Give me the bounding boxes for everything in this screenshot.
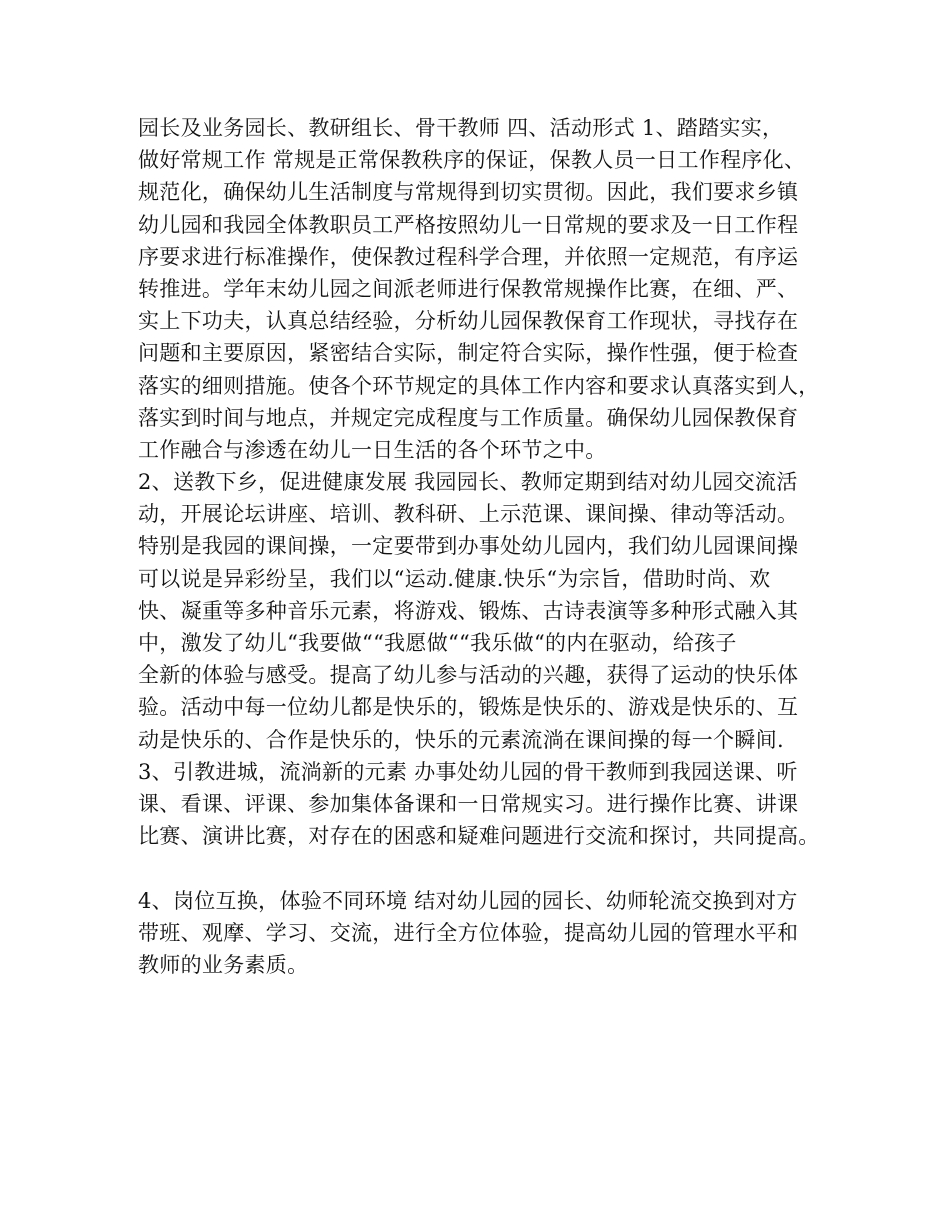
paragraph-gap	[138, 852, 838, 884]
text-line: 课、看课、评课、参加集体备课和一日常规实习。进行操作比赛、讲课	[138, 791, 799, 816]
text-line: 工作融合与渗透在幼儿一日生活的各个环节之中。	[138, 437, 607, 462]
text-line: 2、送教下乡，促进健康发展 我园园长、教师定期到结对幼儿园交流活	[138, 470, 798, 495]
text-line: 实上下功夫，认真总结经验，分析幼儿园保教保育工作现状，寻找存在	[138, 309, 799, 334]
text-line: 3、引教进城，流淌新的元素 办事处幼儿园的骨干教师到我园送课、听	[138, 759, 798, 784]
text-line: 验。活动中每一位幼儿都是快乐的，锻炼是快乐的、游戏是快乐的、互	[138, 695, 799, 720]
text-line: 做好常规工作 常规是正常保教秩序的保证，保教人员一日工作程序化、	[138, 148, 806, 173]
text-line: 幼儿园和我园全体教职员工严格按照幼儿一日常规的要求及一日工作程	[138, 212, 799, 237]
text-line: 动是快乐的、合作是快乐的，快乐的元素流淌在课间操的每一个瞬间.	[138, 727, 784, 752]
text-line: 问题和主要原因，紧密结合实际，制定符合实际，操作性强，便于检查	[138, 341, 799, 366]
text-line: 落实的细则措施。使各个环节规定的具体工作内容和要求认真落实到人，	[138, 373, 820, 398]
text-line: 快、凝重等多种音乐元素，将游戏、锻炼、古诗表演等多种形式融入其	[138, 598, 799, 623]
text-line: 特别是我园的课间操，一定要带到办事处幼儿园内，我们幼儿园课间操	[138, 534, 799, 559]
text-line: 动，开展论坛讲座、培训、教科研、上示范课、课间操、律动等活动。	[138, 502, 799, 527]
text-line: 全新的体验与感受。提高了幼儿参与活动的兴趣，获得了运动的快乐体	[138, 663, 799, 688]
text-line: 落实到时间与地点，并规定完成程度与工作质量。确保幼儿园保教保育	[138, 405, 799, 430]
text-line: 比赛、演讲比赛，对存在的困惑和疑难问题进行交流和探讨，共同提高。	[138, 824, 820, 849]
text-line: 带班、观摩、学习、交流，进行全方位体验，提高幼儿园的管理水平和	[138, 920, 799, 945]
text-line: 序要求进行标准操作，使保教过程科学合理，并依照一定规范，有序运	[138, 244, 799, 269]
text-line: 园长及业务园长、教研组长、骨干教师 四、活动形式 1、踏踏实实，	[138, 116, 784, 140]
document-body	[138, 112, 838, 981]
text-line: 4、岗位互换，体验不同环境 结对幼儿园的园长、幼师轮流交换到对方	[138, 888, 798, 913]
text-line: 规范化，确保幼儿生活制度与常规得到切实贯彻。因此，我们要求乡镇	[138, 180, 799, 205]
text-line: 转推进。学年末幼儿园之间派老师进行保教常规操作比赛，在细、严、	[138, 276, 799, 301]
text-line: 可以说是异彩纷呈，我们以“运动.健康.快乐“为宗旨，借助时尚、欢	[138, 566, 771, 591]
text-line: 中，激发了幼儿“我要做““我愿做““我乐做“的内在驱动，给孩子	[138, 631, 737, 655]
text-line: 教师的业务素质。	[138, 952, 309, 977]
